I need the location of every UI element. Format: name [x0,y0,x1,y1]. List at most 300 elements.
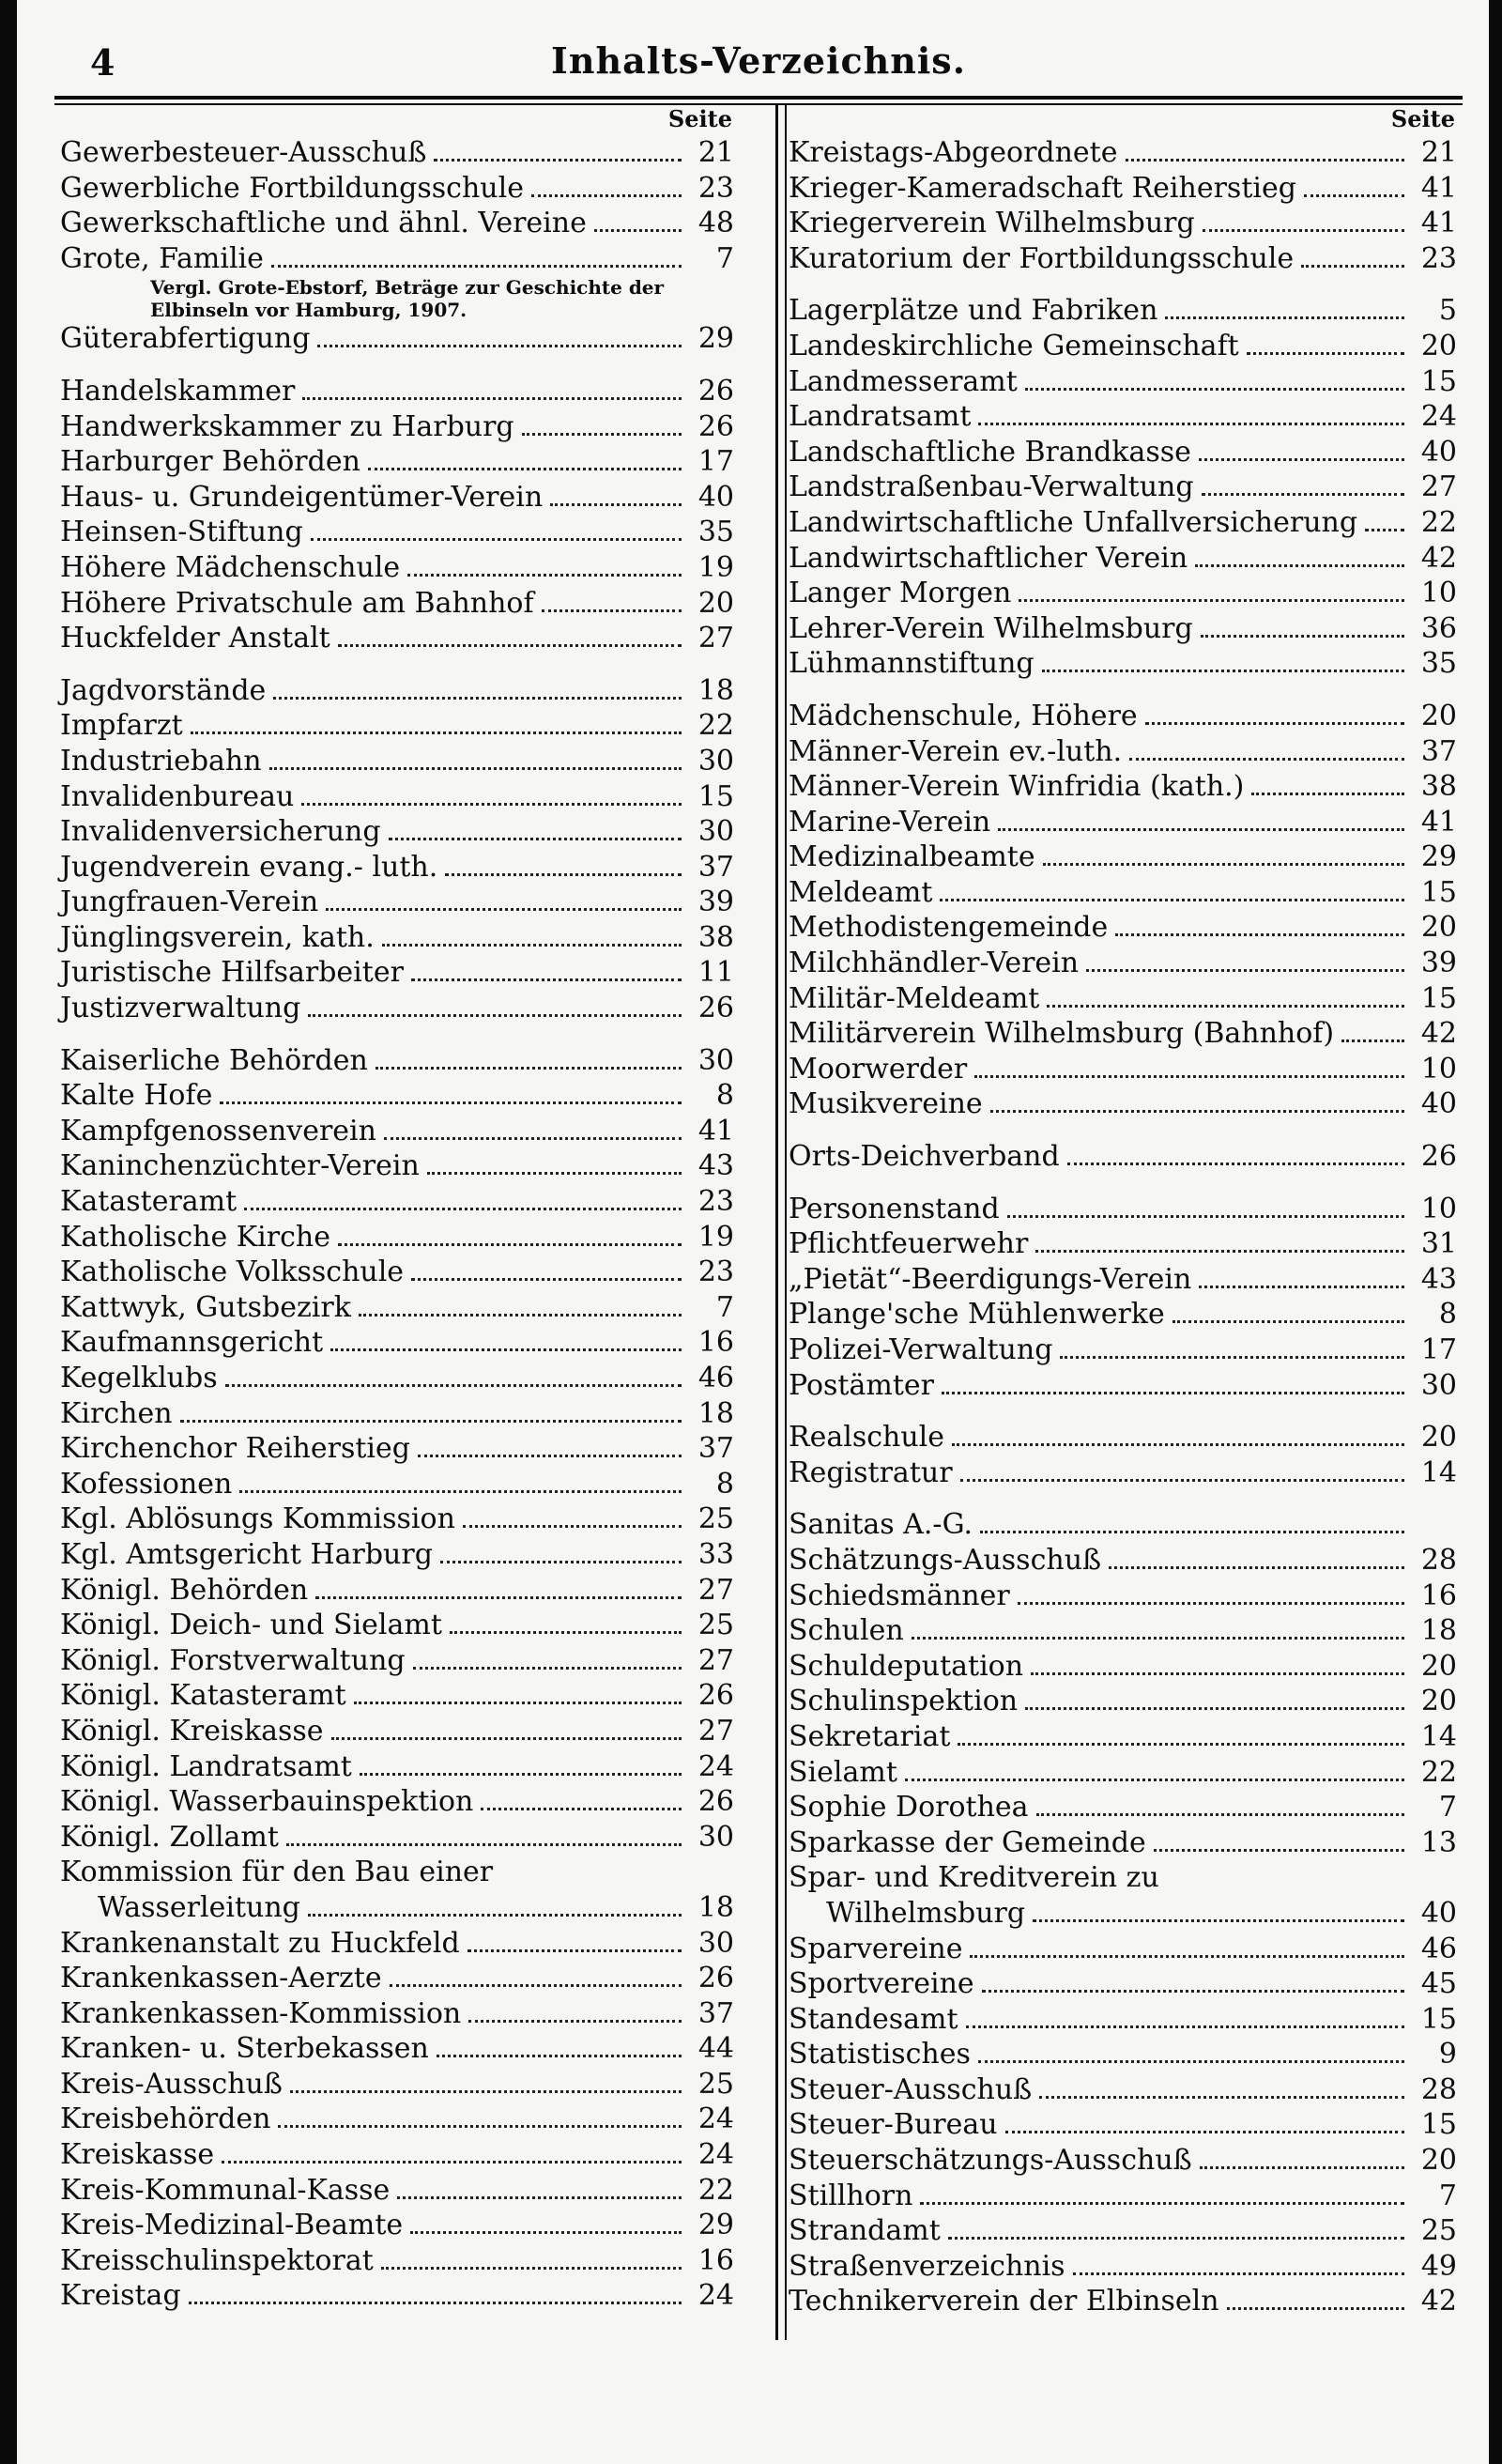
entry-page-number: 42 [1420,2285,1457,2318]
column-divider [775,105,778,2340]
index-entry [789,2002,1457,2038]
entry-page-number: 37 [1420,734,1457,768]
entry-page-number: 30 [697,744,734,778]
index-entry [789,1932,1457,1967]
dot-leader [966,2025,1404,2028]
entry-page-number: 31 [1420,1227,1457,1261]
index-entry [60,1643,734,1679]
entry-page-number: 22 [697,2173,734,2207]
dot-leader [445,873,682,876]
entry-label: Höhere Privatschule am Bahnhof [60,586,534,620]
entry-label: Kreisschulinspektorat [60,2243,374,2277]
index-entry [789,1825,1457,1861]
index-entry [60,1361,734,1396]
entry-page-number: 8 [715,1079,734,1113]
dot-leader [376,1067,682,1070]
entry-label: Impfarzt [60,709,183,743]
index-entry [60,1431,734,1467]
entry-page-number: 14 [1420,1455,1457,1489]
index-entry [789,2072,1457,2108]
entry-label: Methodistengemeinde [789,911,1109,945]
entry-label: Kuratorium der Fortbildungsschule [789,241,1295,275]
index-entry [60,1502,734,1537]
dot-leader [1067,1163,1404,1165]
dot-leader [542,609,682,612]
dot-leader [302,397,682,400]
index-entry [60,673,734,709]
entry-label: Registratur [789,1455,953,1489]
dot-leader [467,1949,682,1952]
entry-label: Juristische Hilfsarbeiter [60,956,404,990]
index-entry [789,293,1457,329]
entry-label: Sophie Dorothea [789,1791,1029,1825]
dot-leader [1203,229,1404,232]
dot-leader [1154,1849,1404,1852]
section-gap [789,682,1457,699]
entry-label: Straßenverzeichnis [789,2249,1065,2283]
entry-label: Königl. Landratsamt [60,1749,352,1783]
index-entry [60,1255,734,1290]
entry-page-number: 10 [1420,577,1457,610]
entry-page-number: 29 [697,322,734,356]
dot-leader [1365,529,1404,531]
entry-label: Gewerbesteuer-Ausschuß [60,136,427,169]
page-header [54,36,1463,92]
entry-label: Krieger-Kameradschaft Reiherstieg [789,171,1296,205]
index-entry [789,241,1457,277]
entry-label: Kreis-Ausschuß [60,2067,283,2101]
dot-leader [437,2055,682,2057]
entry-label: Landstraßenbau-Verwaltung [789,470,1194,504]
dot-leader [384,1137,682,1140]
index-entry [789,1455,1457,1491]
index-note: Vergl. Grote-Ebstorf, Beträge zur Geschichte der Elbinseln vor Hamburg, 1907. [150,276,665,322]
index-entry [60,586,734,622]
entry-page-number: 35 [697,516,734,549]
dot-leader [1086,969,1404,972]
entry-label: Königl. Forstverwaltung [60,1643,406,1677]
index-entry [789,470,1457,505]
dot-leader [1073,2272,1404,2275]
entry-label: Sparvereine [789,1932,963,1965]
index-entry [789,1649,1457,1685]
entry-page-number: 36 [1420,611,1457,645]
entry-page-number: 24 [1420,400,1457,434]
dot-leader [382,944,682,947]
dot-leader [1129,758,1404,761]
entry-page-number: 30 [697,1043,734,1077]
entry-label: Handwerkskammer zu Harburg [60,409,514,443]
index-entry [60,1855,734,1890]
entry-label: Heinsen-Stiftung [60,516,303,549]
entry-label: Landwirtschaftliche Unfallversicherung [789,505,1358,539]
index-entry [60,1820,734,1856]
entry-page-number: 16 [1420,1578,1457,1612]
dot-leader [360,1773,682,1776]
index-entry [60,321,734,357]
index-entry [789,541,1457,577]
index-entry [789,135,1457,171]
dot-leader [244,1208,682,1210]
index-entry [60,1114,734,1149]
dot-leader [308,1914,682,1917]
index-entry [789,2249,1457,2285]
dot-leader [1043,863,1404,866]
entry-page-number: 27 [1420,470,1457,504]
dot-leader [970,1955,1404,1958]
dot-leader [269,767,682,770]
entry-page-number: 19 [697,550,734,584]
entry-label: Kommission für den Bau einer [60,1856,494,1889]
entry-page-number: 19 [697,1220,734,1254]
entry-label: Steuerschätzungs-Ausschuß [789,2144,1192,2178]
entry-page-number: 23 [697,171,734,205]
index-entry [789,1543,1457,1578]
dot-leader [998,828,1404,831]
entry-page-number: 24 [697,1749,734,1783]
dot-leader [180,1420,682,1423]
index-entry [789,699,1457,734]
entry-label: Kreisbehörden [60,2102,271,2136]
entry-label: Krankenkassen-Aerzte [60,1962,382,1995]
index-entry [60,550,734,586]
dot-leader [940,899,1404,901]
entry-page-number: 49 [1420,2249,1457,2283]
entry-page-number: 39 [697,886,734,919]
entry-label: Lehrer-Verein Wilhelmsburg [789,611,1193,645]
entry-label: Kgl. Ablösungs Kommission [60,1502,455,1536]
section-gap [60,357,734,374]
dot-leader [273,697,682,700]
index-entry [789,646,1457,682]
entry-page-number: 38 [697,920,734,954]
dot-leader [550,503,682,506]
entry-page-number: 18 [697,673,734,707]
entry-page-number: 25 [697,2067,734,2101]
entry-page-number: 35 [1420,647,1457,681]
dot-leader [326,908,682,911]
dot-leader [1202,493,1404,496]
entry-label: Justizverwaltung [60,992,301,1025]
entry-label: Orts-Deichverband [789,1140,1060,1174]
entry-page-number: 37 [697,1996,734,2030]
dot-leader [410,2231,682,2234]
entry-label: Katholische Kirche [60,1220,330,1254]
index-entry [789,1719,1457,1755]
entry-label: Huckfelder Anstalt [60,622,330,655]
dot-leader [1039,2096,1404,2099]
index-entry [789,2284,1457,2319]
index-entry [60,1996,734,2032]
dot-leader [1341,1040,1404,1042]
entry-page-number: 7 [715,1290,734,1324]
index-entry [60,2173,734,2209]
index-entry [789,1507,1457,1543]
dot-leader [948,2237,1404,2240]
section-gap [789,1122,1457,1139]
entry-label: Militär-Meldeamt [789,981,1040,1015]
dot-leader [290,2090,682,2093]
entry-label: Jünglingsverein, kath. [60,920,375,954]
dot-leader [1035,1250,1404,1253]
dot-leader [354,1702,682,1704]
entry-page-number: 15 [1420,364,1457,398]
entry-page-number: 42 [1420,541,1457,575]
entry-label: Jungfrauen-Verein [60,886,319,919]
left-entry-list [60,135,734,2314]
entry-label: Steuer-Bureau [789,2108,998,2142]
entry-label: Stillhorn [789,2179,913,2212]
entry-page-number: 15 [1420,875,1457,909]
entry-label: Landwirtschaftlicher Verein [789,541,1188,575]
entry-page-number: 10 [1420,1192,1457,1225]
entry-page-number: 5 [1438,294,1457,328]
index-entry [789,734,1457,770]
dot-leader [1007,1215,1404,1218]
entry-label: Jugendverein evang.- luth. [60,850,438,884]
entry-page-number: 45 [1420,1967,1457,2001]
entry-label: Kaufmannsgericht [60,1326,324,1360]
entry-page-number: 21 [1420,136,1457,169]
index-entry [789,1368,1457,1404]
entry-label: Invalidenversicherung [60,815,381,849]
seite-label: Seite [667,105,732,132]
index-entry [60,480,734,516]
index-entry [60,1043,734,1079]
entry-label: Landratsamt [789,400,972,434]
entry-page-number: 30 [697,815,734,849]
entry-page-number: 41 [1420,207,1457,240]
entry-page-number: 20 [1420,1649,1457,1683]
entry-page-number: 25 [697,1609,734,1642]
entry-label: Kriegerverein Wilhelmsburg [789,207,1195,240]
entry-label: Kampfgenossenverein [60,1114,376,1147]
entry-label: Königl. Zollamt [60,1820,279,1854]
index-entry [789,946,1457,981]
entry-page-number: 29 [1420,840,1457,874]
entry-label: Langer Morgen [789,577,1012,610]
dot-leader [389,838,682,840]
entry-page-number: 26 [697,409,734,443]
entry-label: Postämter [789,1368,934,1402]
index-entry [60,515,734,550]
index-entry [60,1148,734,1184]
index-entry [60,2243,734,2279]
dot-leader [990,1110,1404,1113]
index-entry [60,955,734,991]
dot-leader [1195,564,1404,567]
entry-label: Landeskirchliche Gemeinschaft [789,329,1239,362]
right-entry-list [789,135,1457,2319]
index-entry [60,1325,734,1361]
dot-leader [980,1531,1404,1533]
entry-page-number: 13 [1420,1825,1457,1859]
dot-leader [1199,1286,1404,1288]
entry-page-number: 27 [697,1643,734,1677]
dot-leader [1018,1602,1404,1605]
index-entry [60,1749,734,1785]
index-entry [60,1537,734,1573]
index-entry [60,1890,734,1926]
entry-page-number: 23 [1420,241,1457,275]
entry-page-number: 16 [697,2243,734,2277]
entry-page-number: 20 [1420,2144,1457,2178]
entry-label: Realschule [789,1421,945,1455]
index-entry [789,1192,1457,1227]
index-entry [789,2143,1457,2179]
entry-label: Katholische Volksschule [60,1255,405,1289]
entry-label: Jagdvorstände [60,673,267,707]
dot-leader [1036,1813,1404,1816]
dot-leader [958,1743,1404,1746]
entry-label: Standesamt [789,2002,958,2036]
entry-label: Marine-Verein [789,805,991,839]
entry-label: Sanitas A.-G. [789,1508,973,1542]
entry-label: Kaiserliche Behörden [60,1043,368,1077]
index-entry [789,910,1457,946]
entry-label: Krankenanstalt zu Huckfeld [60,1926,460,1960]
dot-leader [411,978,682,981]
entry-label: Kegelklubs [60,1362,218,1394]
entry-page-number: 20 [1420,329,1457,362]
dot-leader [468,2020,682,2023]
entry-page-number: 28 [1420,1543,1457,1577]
entry-label: Moorwerder [789,1052,968,1086]
dot-leader [1199,458,1404,461]
index-entry [60,374,734,409]
dot-leader [411,1278,682,1281]
entry-page-number: 20 [1420,699,1457,732]
section-gap [60,656,734,673]
entry-page-number: 41 [697,1114,734,1147]
entry-page-number: 15 [1420,981,1457,1015]
entry-page-number: 10 [1420,1052,1457,1086]
entry-page-number: 25 [697,1502,734,1536]
dot-leader [1031,1672,1404,1675]
entry-label: Kreiskasse [60,2138,215,2172]
section-gap [789,1490,1457,1507]
entry-page-number: 20 [1420,911,1457,945]
dot-leader [1109,1566,1404,1569]
entry-label: Höhere Mädchenschule [60,550,401,584]
entry-label: Schulen [789,1614,904,1648]
dot-leader [220,1101,682,1104]
dot-leader [952,1443,1404,1446]
dot-leader [407,574,682,577]
dot-leader [1304,194,1404,197]
entry-label: Invalidenbureau [60,779,295,813]
entry-page-number: 28 [1420,2072,1457,2106]
index-entry [60,814,734,850]
entry-label: Industriebahn [60,744,262,778]
entry-label: Kalte Hofe [60,1079,213,1113]
index-entry [60,1290,734,1326]
dot-leader [315,1596,682,1599]
entry-page-number: 41 [1420,805,1457,839]
entry-label: Handelskammer [60,374,296,408]
dot-leader [920,2202,1404,2205]
entry-page-number: 33 [697,1537,734,1571]
index-entry [789,1016,1457,1052]
index-entry [60,2031,734,2067]
entry-page-number: 24 [697,2279,734,2313]
entry-page-number: 27 [697,1714,734,1748]
entry-page-number: 30 [1420,1368,1457,1402]
index-entry [60,1396,734,1432]
entry-label: Milchhändler-Verein [789,947,1080,980]
dot-leader [381,2267,682,2270]
entry-page-number: 26 [697,1679,734,1713]
entry-page-number: 17 [697,445,734,479]
entry-page-number: 7 [715,241,734,275]
section-gap [60,1026,734,1043]
entry-page-number: 27 [697,1573,734,1607]
entry-page-number: 22 [697,709,734,743]
dot-leader [189,2302,682,2304]
index-entry [789,1613,1457,1649]
entry-page-number: 41 [1420,171,1457,205]
index-entry [789,2213,1457,2249]
dot-leader [1025,1707,1404,1710]
section-gap [789,276,1457,293]
dot-leader [301,803,682,806]
entry-page-number: 20 [1420,1421,1457,1455]
dot-leader [413,1667,682,1670]
entry-page-number: 38 [1420,770,1457,804]
index-entry [789,769,1457,805]
index-entry [60,885,734,920]
entry-label: Krankenkassen-Kommission [60,1996,462,2030]
index-entry [60,444,734,480]
entry-label: Königl. Kreiskasse [60,1714,324,1748]
dot-leader [338,1243,682,1246]
entry-label: Kofessionen [60,1467,233,1501]
entry-page-number: 26 [697,992,734,1025]
index-entry [789,576,1457,611]
dot-leader [1042,670,1404,672]
entry-page-number: 26 [697,374,734,408]
entry-label: Kranken- u. Sterbekassen [60,2032,429,2066]
entry-page-number: 43 [697,1149,734,1183]
index-entry [60,2208,734,2243]
entry-page-number: 44 [697,2032,734,2066]
dot-leader [974,1075,1404,1078]
index-entry [60,708,734,744]
dot-leader [440,1561,682,1563]
entry-label: Sielamt [789,1755,897,1789]
dot-leader [278,2125,682,2128]
entry-label: Plange'sche Mühlenwerke [789,1298,1165,1332]
seite-label: Seite [1390,105,1455,132]
entry-label: Medizinalbeamte [789,840,1035,874]
dot-leader [1247,352,1404,355]
dot-leader [286,1843,682,1846]
entry-page-number: 22 [1420,1755,1457,1789]
entry-page-number: 30 [697,1926,734,1960]
entry-label: Steuer-Ausschuß [789,2072,1033,2106]
dot-leader [397,2196,682,2199]
entry-label: Polizei-Verwaltung [789,1333,1053,1366]
index-entry [60,171,734,207]
dot-leader [1025,388,1404,391]
entry-page-number: 39 [1420,947,1457,980]
entry-label: Königl. Behörden [60,1573,309,1607]
entry-page-number: 20 [697,586,734,620]
entry-label: Katasteramt [60,1185,238,1219]
dot-leader [1145,722,1404,725]
index-entry [60,1926,734,1962]
index-entry [789,1684,1457,1719]
